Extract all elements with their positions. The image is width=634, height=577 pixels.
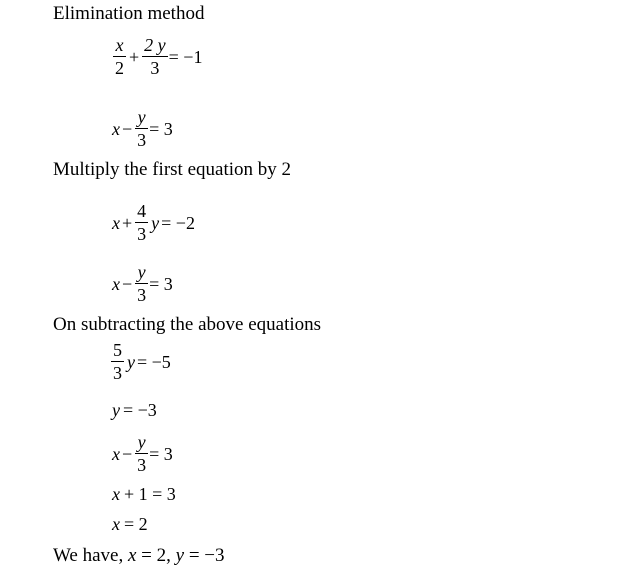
denominator: 3 xyxy=(113,363,122,383)
equation-rest: + 1 = 3 xyxy=(124,484,176,504)
numerator: y xyxy=(137,262,146,282)
equation-2 xyxy=(112,108,173,150)
equation-rest: = 2 xyxy=(124,514,148,534)
variable-x: x xyxy=(112,274,120,294)
variable-y: y xyxy=(112,400,120,420)
fraction-y-over-3 xyxy=(135,263,148,305)
numerator: 5 xyxy=(113,340,122,360)
equation-7 xyxy=(112,433,173,475)
numerator: 2 y xyxy=(144,35,166,55)
equation-rhs: = −1 xyxy=(168,47,203,67)
variable-y: y xyxy=(127,352,135,372)
conclusion-prefix: We have, xyxy=(53,545,128,566)
plus-sign: + xyxy=(129,47,140,67)
step-subtracting-equations: On subtracting the above equations xyxy=(53,314,322,335)
equation-rhs: = 3 xyxy=(149,274,173,294)
equation-rhs: = −5 xyxy=(137,352,171,372)
equation-1 xyxy=(112,36,202,78)
heading-elimination-method: Elimination method xyxy=(53,3,205,24)
numerator: 4 xyxy=(137,201,147,221)
equation-rhs: = −3 xyxy=(123,400,157,420)
variable-x: x xyxy=(127,545,137,566)
denominator: 3 xyxy=(137,130,147,150)
denominator: 3 xyxy=(150,58,160,78)
denominator: 3 xyxy=(137,224,147,244)
denominator: 3 xyxy=(137,455,147,475)
fraction-2y-over-3 xyxy=(142,36,168,78)
equation-rhs: = −2 xyxy=(161,213,195,233)
equation-3 xyxy=(112,202,195,244)
denominator: 2 xyxy=(115,58,124,78)
conclusion xyxy=(53,545,225,567)
variable-y: y xyxy=(175,545,185,566)
plus-sign: + xyxy=(122,213,133,233)
equation-9 xyxy=(112,514,148,534)
denominator: 3 xyxy=(137,285,147,305)
fraction-x-over-2 xyxy=(113,36,126,78)
equation-4 xyxy=(112,263,173,305)
variable-x: x xyxy=(112,514,120,534)
fraction-5-over-3 xyxy=(111,341,124,383)
step-multiply-first-equation: Multiply the first equation by 2 xyxy=(53,159,292,180)
variable-x: x xyxy=(112,484,120,504)
numerator: y xyxy=(137,107,146,127)
variable-y: y xyxy=(151,213,160,233)
fraction-y-over-3 xyxy=(135,433,148,475)
fraction-4-over-3 xyxy=(135,202,148,244)
equation-rhs: = 3 xyxy=(149,444,173,464)
variable-x: x xyxy=(112,444,120,464)
y-value: = −3 xyxy=(184,545,225,566)
fraction-y-over-3 xyxy=(135,108,148,150)
numerator: y xyxy=(137,432,146,452)
equation-rhs: = 3 xyxy=(149,119,173,139)
minus-sign: − xyxy=(122,119,133,139)
equation-5 xyxy=(110,341,171,383)
variable-x: x xyxy=(112,213,120,233)
numerator: x xyxy=(115,35,124,55)
variable-x: x xyxy=(112,119,120,139)
x-value: = 2, xyxy=(136,545,176,566)
minus-sign: − xyxy=(122,274,133,294)
equation-6 xyxy=(112,400,157,420)
equation-8 xyxy=(112,484,176,504)
minus-sign: − xyxy=(122,444,133,464)
